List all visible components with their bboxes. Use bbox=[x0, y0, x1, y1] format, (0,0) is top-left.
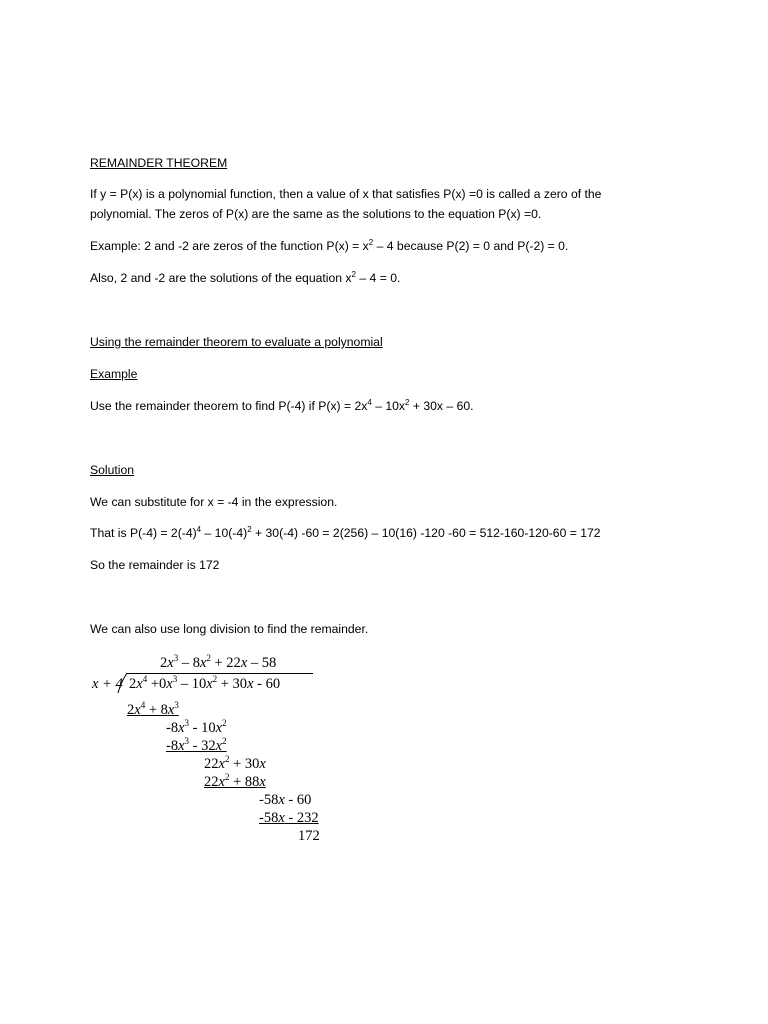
substitute-line: We can substitute for x = -4 in the expression. bbox=[90, 495, 338, 509]
division-bar bbox=[127, 673, 313, 674]
evaluation-line: That is $P(-4) = 2(-4)^4 - 10(-4)^2 + 30(-4) -60 = 2(256) - 10(16)$ -120 -60 = 512-160-120-60 = 172 bbox=[90, 525, 601, 540]
division-step-6: -58x - 60 bbox=[259, 792, 312, 808]
division-remainder: 172 bbox=[298, 828, 320, 844]
division-step-7: -58x - 232 bbox=[259, 810, 319, 826]
division-step-1: $2x^4 + 8x^3$ bbox=[127, 700, 179, 718]
page-title: REMAINDER THEOREM bbox=[90, 156, 228, 170]
example-zeros: Example: 2 and -2 are zeros of the function $P(x) = x^2 - 4$ because P(2) = 0 and P(-2) = 0. bbox=[90, 238, 569, 253]
also-solutions: Also, 2 and -2 are the solutions of the equation $x^2 - 4 = 0$. bbox=[90, 270, 401, 285]
division-step-2: $-8x^3 - 10x^2$ bbox=[166, 718, 227, 736]
solution-label: Solution bbox=[90, 463, 135, 477]
intro-line-2: polynomial. The zeros of P(x) are the same as the solutions to the equation P(x) =0. bbox=[90, 207, 542, 221]
problem-statement: Use the remainder theorem to find P(-4) if $P(x) = 2x^4 - 10x^2 + 30x - 60$. bbox=[90, 398, 474, 413]
section-heading: Using the remainder theorem to evaluate a polynomial bbox=[90, 335, 383, 349]
remainder-statement: So the remainder is 172 bbox=[90, 558, 220, 572]
dividend: $2x^4 +0x^3 - 10x^2 + 30x - 60$ bbox=[129, 674, 281, 692]
intro-line-1: If y = P(x) is a polynomial function, then a value of x that satisfies P(x) =0 is called a zero of the bbox=[90, 187, 602, 201]
division-step-4: $22x^2 + 30x$ bbox=[204, 754, 266, 772]
division-step-3: $-8x^3 - 32x^2$ bbox=[166, 736, 227, 754]
long-division-intro: We can also use long division to find the remainder. bbox=[90, 622, 369, 636]
quotient: $2x^3 - 8x^2 + 22x - 58$ bbox=[160, 653, 277, 671]
example-label: Example bbox=[90, 367, 138, 381]
division-step-5: $22x^2 + 88x$ bbox=[204, 772, 266, 790]
divisor: x + 4 bbox=[92, 676, 123, 692]
